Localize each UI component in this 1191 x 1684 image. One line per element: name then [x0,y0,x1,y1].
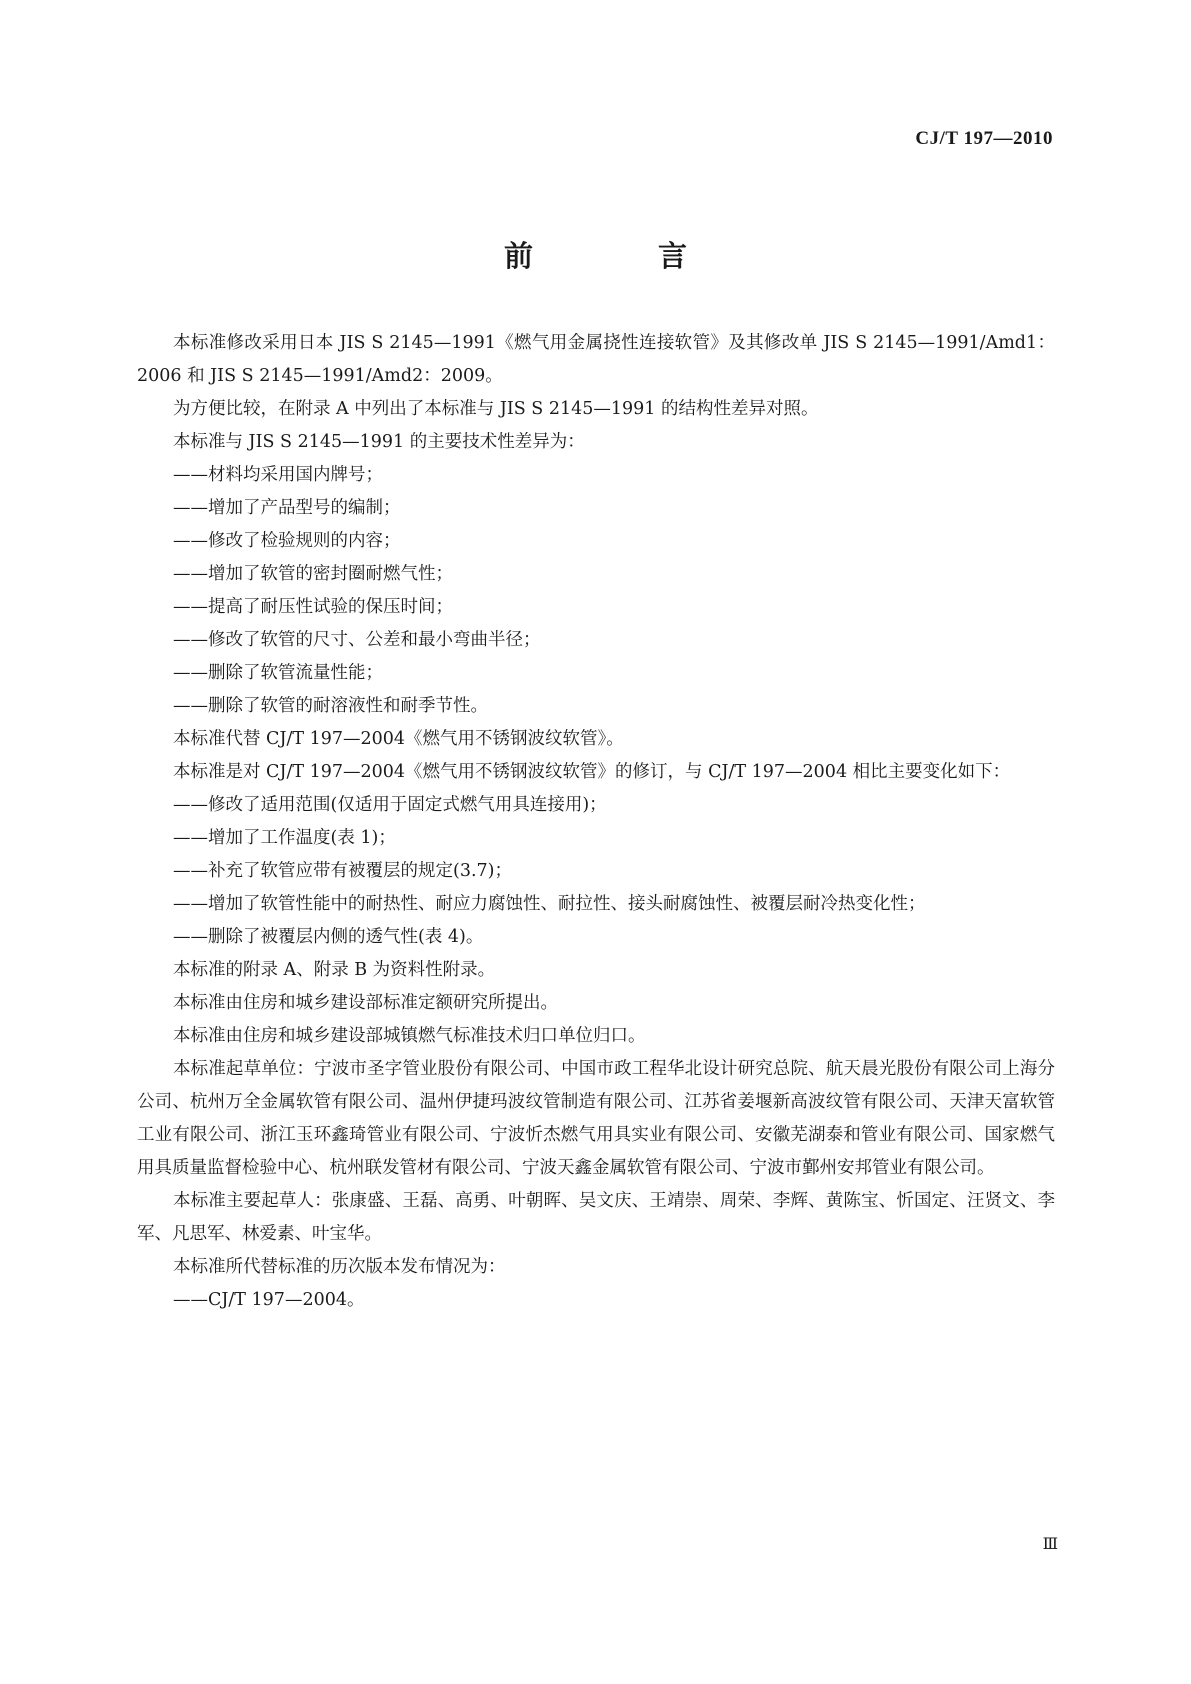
page-number: Ⅲ [1042,1536,1058,1553]
standard-code: CJ/T 197—2010 [915,128,1053,149]
list-item: ——删除了被覆层内侧的透气性(表 4)。 [173,927,484,947]
list-item: ——修改了检验规则的内容； [173,531,401,551]
list-item: ——修改了软管的尺寸、公差和最小弯曲半径； [173,630,541,650]
paragraph-changes-intro: 本标准是对 CJ/T 197—2004《燃气用不锈钢波纹软管》的修订，与 CJ/T 197—2004 相比主要变化如下： [173,762,1011,782]
paragraph-proposed-by: 本标准由住房和城乡建设部标准定额研究所提出。 [173,993,558,1013]
paragraph-drafters: 本标准主要起草人：张康盛、王磊、高勇、叶朝晖、吴文庆、王靖崇、周荣、李辉、黄陈宝、忻国定、汪贤文、李军、凡思军、林爱素、叶宝华。 [137,1191,1055,1244]
list-item: ——增加了软管的密封圈耐燃气性； [173,564,453,584]
list-item: ——增加了软管性能中的耐热性、耐应力腐蚀性、耐拉性、接头耐腐蚀性、被覆层耐冷热变化性； [173,894,926,914]
list-item: ——删除了软管的耐溶液性和耐季节性。 [173,696,488,716]
list-item: ——补充了软管应带有被覆层的规定(3.7)； [173,861,512,881]
paragraph-comparison: 为方便比较，在附录 A 中列出了本标准与 JIS S 2145—1991 的结构性差异对照。 [173,399,819,419]
paragraph-centralized-by: 本标准由住房和城乡建设部城镇燃气标准技术归口单位归口。 [173,1026,646,1046]
paragraph-annexes: 本标准的附录 A、附录 B 为资料性附录。 [173,960,496,980]
list-item: ——删除了软管流量性能； [173,663,383,683]
list-item: ——材料均采用国内牌号； [173,465,383,485]
paragraph-drafting-units: 本标准起草单位：宁波市圣字管业股份有限公司、中国市政工程华北设计研究总院、航天晨光股份有限公司上海分公司、杭州万全金属软管有限公司、温州伊捷玛波纹管制造有限公司、江苏省姜堰新高波纹管有限公司、天津天富软管工业有限公司、浙江玉环鑫琦管业有限公司、宁波忻杰燃气用具实业有限公司、安徽芜湖泰和管业有限公司、国家燃气用具质量监督检验中心、杭州联发管材有限公司、宁波天鑫金属软管有限公司、宁波市鄞州安邦管业有限公司。 [137,1059,1055,1178]
list-item: ——CJ/T 197—2004。 [173,1290,365,1310]
list-item: ——增加了工作温度(表 1)； [173,828,396,848]
foreword-body [137,327,1055,1317]
list-item: ——修改了适用范围(仅适用于固定式燃气用具连接用)； [173,795,607,815]
paragraph-differences-intro: 本标准与 JIS S 2145—1991 的主要技术性差异为： [173,432,585,452]
paragraph-adoption: 本标准修改采用日本 JIS S 2145—1991《燃气用金属挠性连接软管》及其修改单 JIS S 2145—1991/Amd1：2006 和 JIS S 2145—1991/Amd2：2009。 [137,333,1055,386]
list-item: ——提高了耐压性试验的保压时间； [173,597,453,617]
paragraph-replaces: 本标准代替 CJ/T 197—2004《燃气用不锈钢波纹软管》。 [173,729,624,749]
list-item: ——增加了产品型号的编制； [173,498,401,518]
page-title: 前 言 [503,239,735,273]
paragraph-history-intro: 本标准所代替标准的历次版本发布情况为： [173,1257,506,1277]
